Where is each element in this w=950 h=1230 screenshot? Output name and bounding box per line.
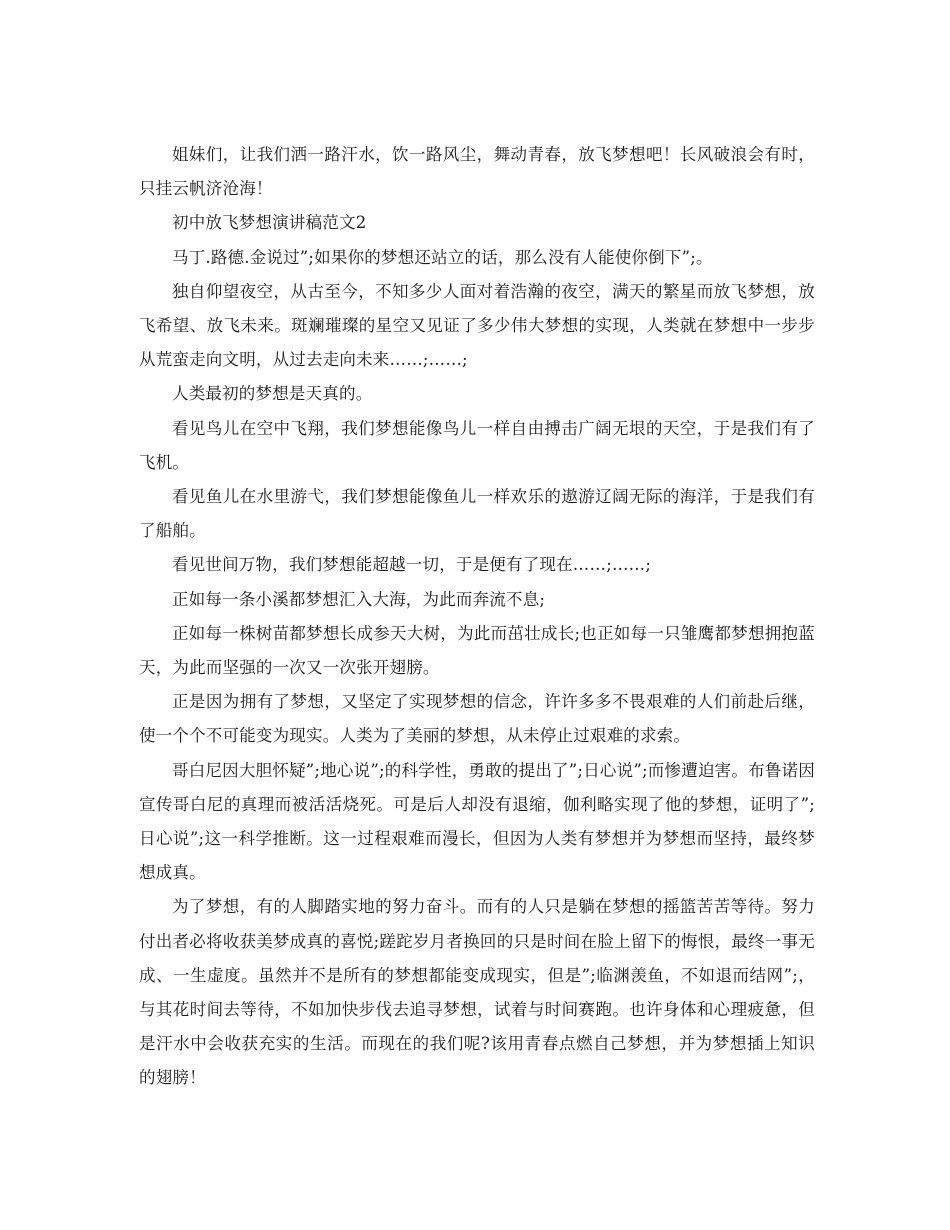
paragraph-birds: 看见鸟儿在空中飞翔，我们梦想能像鸟儿一样自由搏击广阔无垠的天空，于是我们有了飞机。	[139, 418, 815, 472]
paragraph-closing-call: 姐妹们，让我们洒一路汗水，饮一路风尘，舞动青春，放飞梦想吧！长风破浪会有时，只挂云帆济沧海！	[139, 145, 815, 199]
paragraph-effort: 为了梦想，有的人脚踏实地的努力奋斗。而有的人只是躺在梦想的摇篮苦苦等待。努力付出者必将收获美梦成真的喜悦;蹉跎岁月者换回的只是时间在脸上留下的悔恨，最终一事无成、一生虚度。虽然并不是所有的梦想都能变成现实，但是”;临渊羡鱼，不如退而结网”;，与其花时间去等待，不如加快步伐去追寻梦想，试着与时间赛跑。也许身体和心理疲惫，但是汗水中会收获充实的生活。而现在的我们呢?该用青春点燃自己梦想，并为梦想插上知识的翅膀！	[139, 897, 815, 1088]
paragraph-belief: 正是因为拥有了梦想，又坚定了实现梦想的信念，许许多多不畏艰难的人们前赴后继，使一个个不可能变为现实。人类为了美丽的梦想，从未停止过艰难的求索。	[139, 692, 815, 746]
paragraph-first-dream: 人类最初的梦想是天真的。	[172, 384, 373, 404]
section-heading: 初中放飞梦想演讲稿范文2	[172, 213, 367, 233]
paragraph-streams: 正如每一条小溪都梦想汇入大海，为此而奔流不息;	[172, 589, 546, 609]
paragraph-saplings: 正如每一株树苗都梦想长成参天大树，为此而茁壮成长;也正如每一只雏鹰都梦想拥抱蓝天，为此而坚强的一次又一次张开翅膀。	[139, 623, 815, 678]
paragraph-night-sky: 独自仰望夜空，从古至今，不知多少人面对着浩瀚的夜空，满天的繁星而放飞梦想，放飞希望、放飞未来。斑斓璀璨的星空又见证了多少伟大梦想的实现，人类就在梦想中一步步从荒蛮走向文明，从过去走向未来……;……;	[139, 281, 815, 370]
paragraph-fish: 看见鱼儿在水里游弋，我们梦想能像鱼儿一样欢乐的遨游辽阔无际的海洋，于是我们有了船舶。	[139, 487, 815, 541]
document-page	[139, 138, 815, 1096]
paragraph-copernicus: 哥白尼因大胆怀疑”;地心说”;的科学性，勇敢的提出了”;日心说”;而惨遭迫害。布鲁诺因宣传哥白尼的真理而被活活烧死。可是后人却没有退缩，伽利略实现了他的梦想，证明了”;日心说”;这一科学推断。这一过程艰难而漫长，但因为人类有梦想并为梦想而坚持，最终梦想成真。	[139, 760, 815, 883]
paragraph-everything: 看见世间万物，我们梦想能超越一切，于是便有了现在……;……;	[172, 555, 652, 575]
paragraph-quote: 马丁.路德.金说过”;如果你的梦想还站立的话，那么没有人能使你倒下”;。	[172, 247, 713, 267]
